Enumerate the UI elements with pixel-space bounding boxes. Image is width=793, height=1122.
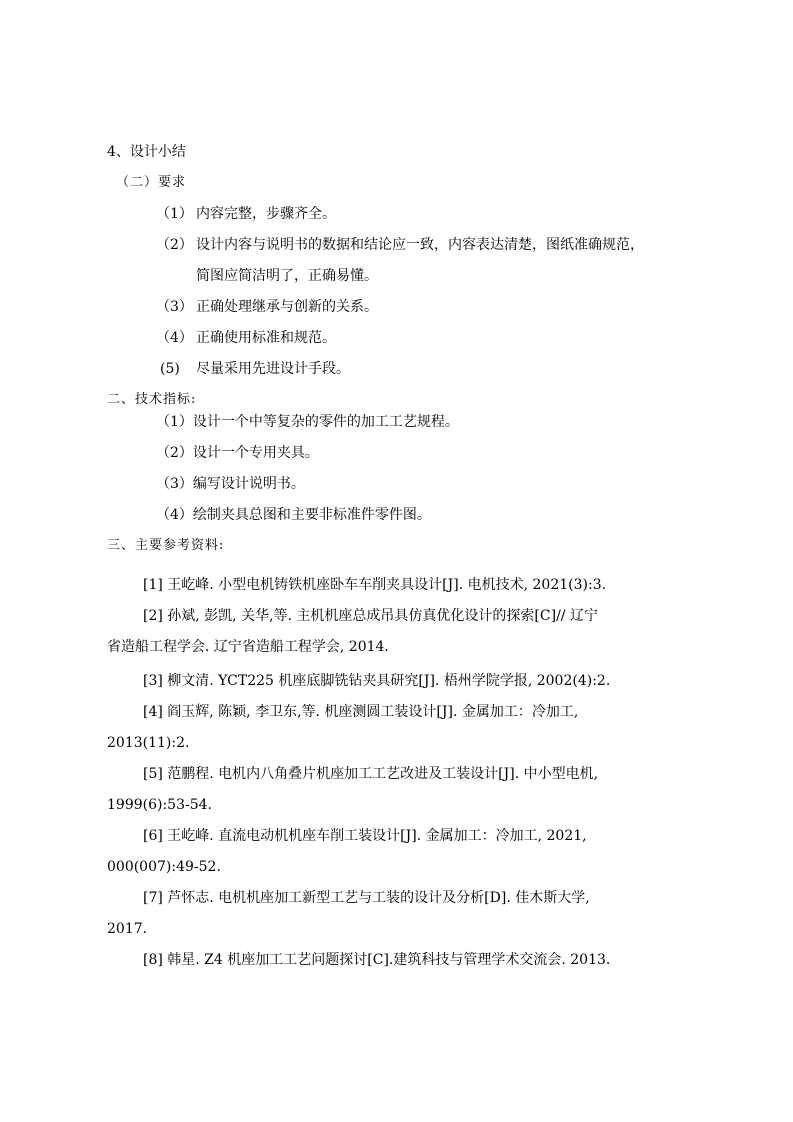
- reference-item-2: [2] 孙斌, 彭凯, 关华,等. 主机机座总成吊具仿真优化设计的探索[C]// 辽宁: [143, 608, 598, 624]
- item-text: 尽量采用先进设计手段。: [196, 361, 350, 377]
- requirement-item-3: [156, 298, 378, 316]
- reference-item-7-continued: 2017.: [107, 921, 148, 937]
- reference-item-2-continued: 省造船工程学会. 辽宁省造船工程学会, 2014.: [107, 639, 389, 655]
- tech-spec-item-2: （2）设计一个专用夹具。: [156, 445, 319, 461]
- item-number: （3）: [156, 299, 193, 315]
- requirement-item-2: [156, 236, 644, 254]
- item-number: (5): [160, 361, 180, 377]
- reference-item-4-continued: 2013(11):2.: [107, 735, 190, 751]
- item-number: （1）: [156, 206, 193, 222]
- item-text: 内容完整，步骤齐全。: [196, 206, 336, 222]
- tech-specs-heading: 二、技术指标:: [107, 392, 197, 407]
- reference-item-3: [3] 柳文清. YCT225 机座底脚铣钻夹具研究[J]. 梧州学院学报, 2002(4):2.: [143, 673, 611, 689]
- reference-item-4: [4] 阎玉辉, 陈颖, 李卫东,等. 机座测圆工装设计[J]. 金属加工：冷加工,: [143, 704, 579, 720]
- requirement-item-4: [156, 329, 336, 347]
- item-text: 正确处理继承与创新的关系。: [196, 299, 378, 315]
- requirement-item-1: [156, 205, 336, 223]
- references-heading: 三、主要参考资料:: [107, 538, 225, 553]
- section-4-title: 4、设计小结: [107, 144, 186, 160]
- requirement-item-2-continued: 简图应简洁明了，正确易懂。: [196, 268, 378, 284]
- item-text: 正确使用标准和规范。: [196, 330, 336, 346]
- item-number: （4）: [156, 330, 193, 346]
- reference-item-5: [5] 范鹏程. 电机内八角叠片机座加工工艺改进及工装设计[J]. 中小型电机,: [143, 766, 599, 782]
- requirements-heading: （二）要求: [116, 175, 187, 190]
- reference-item-5-continued: 1999(6):53-54.: [107, 797, 212, 813]
- tech-spec-item-1: （1）设计一个中等复杂的零件的加工工艺规程。: [156, 414, 459, 430]
- item-number: （2）: [156, 237, 193, 253]
- tech-spec-item-3: （3）编写设计说明书。: [156, 476, 305, 492]
- reference-item-7: [7] 芦怀志. 电机机座加工新型工艺与工装的设计及分析[D]. 佳木斯大学,: [143, 890, 590, 906]
- reference-item-6: [6] 王屹峰. 直流电动机机座车削工装设计[J]. 金属加工：冷加工, 2021,: [143, 828, 587, 844]
- reference-item-1: [1] 王屹峰. 小型电机铸铁机座卧车车削夹具设计[J]. 电机技术, 2021(3):3.: [143, 577, 607, 593]
- tech-spec-item-4: （4）绘制夹具总图和主要非标准件零件图。: [156, 507, 431, 523]
- requirement-item-5: [160, 360, 350, 378]
- reference-item-8: [8] 韩星. Z4 机座加工工艺问题探讨[C].建筑科技与管理学术交流会. 2013.: [143, 952, 611, 968]
- reference-item-6-continued: 000(007):49-52.: [107, 859, 221, 875]
- item-text: 设计内容与说明书的数据和结论应一致，内容表达清楚，图纸准确规范，: [196, 237, 644, 253]
